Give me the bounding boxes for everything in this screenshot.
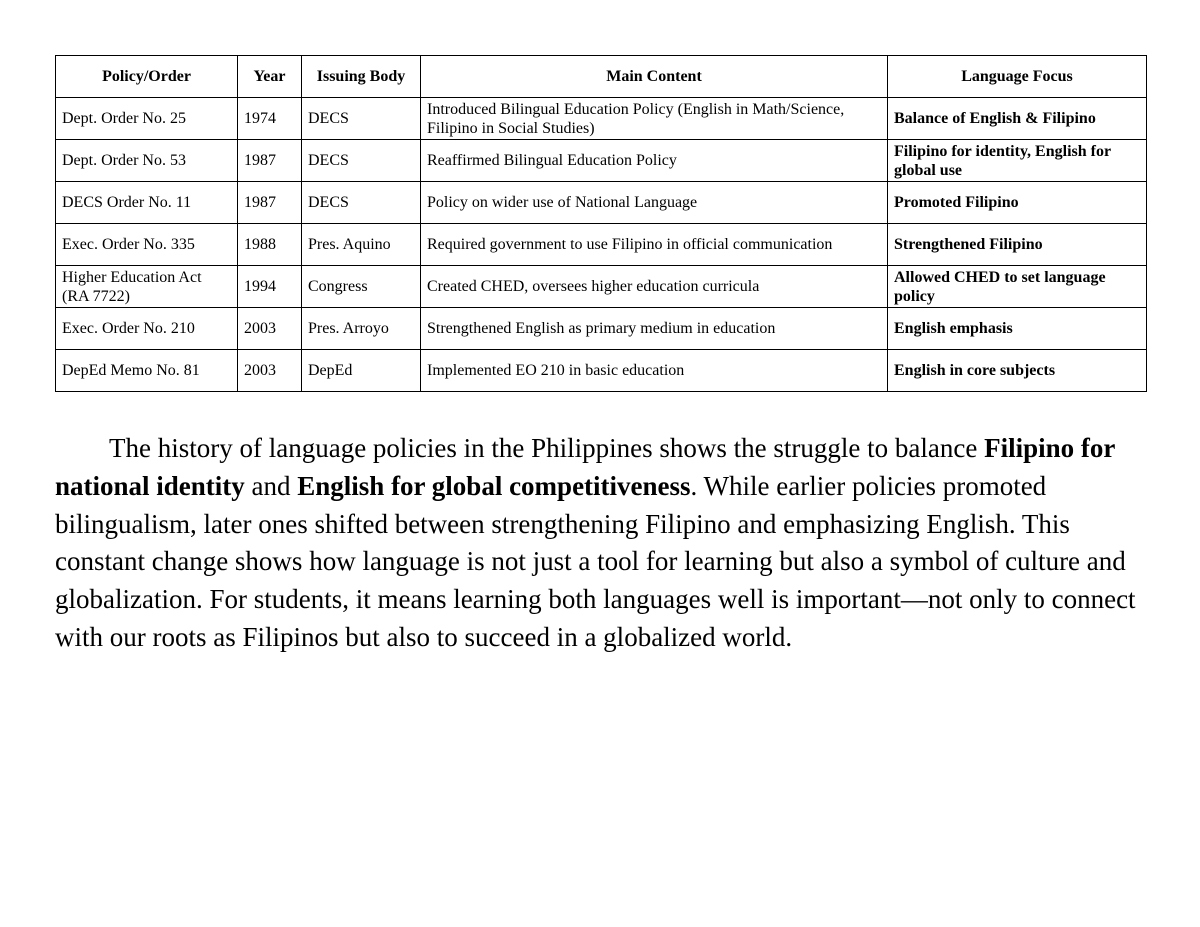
cell-year: 1987 — [238, 182, 302, 224]
cell-policy: Dept. Order No. 53 — [56, 140, 238, 182]
table-row — [56, 350, 1147, 392]
cell-language-focus: English in core subjects — [888, 350, 1147, 392]
table-row — [56, 98, 1147, 140]
header-issuing-body: Issuing Body — [302, 56, 421, 98]
cell-language-focus: Allowed CHED to set language policy — [888, 266, 1147, 308]
cell-year: 2003 — [238, 350, 302, 392]
paragraph-text: The history of language policies in the Philippines shows the struggle to balance — [109, 433, 985, 463]
cell-policy: Exec. Order No. 335 — [56, 224, 238, 266]
cell-policy: Exec. Order No. 210 — [56, 308, 238, 350]
cell-language-focus: Balance of English & Filipino — [888, 98, 1147, 140]
cell-language-focus: Strengthened Filipino — [888, 224, 1147, 266]
cell-language-focus: Filipino for identity, English for global use — [888, 140, 1147, 182]
table-row — [56, 182, 1147, 224]
cell-main-content: Reaffirmed Bilingual Education Policy — [421, 140, 888, 182]
cell-main-content: Strengthened English as primary medium in education — [421, 308, 888, 350]
cell-main-content: Created CHED, oversees higher education curricula — [421, 266, 888, 308]
header-policy: Policy/Order — [56, 56, 238, 98]
cell-year: 2003 — [238, 308, 302, 350]
cell-policy: Dept. Order No. 25 — [56, 98, 238, 140]
cell-issuing-body: DECS — [302, 98, 421, 140]
header-year: Year — [238, 56, 302, 98]
paragraph-bold-english: English for global competitiveness — [297, 470, 691, 501]
cell-issuing-body: DECS — [302, 140, 421, 182]
cell-policy: DepEd Memo No. 81 — [56, 350, 238, 392]
header-language-focus: Language Focus — [888, 56, 1147, 98]
table-row — [56, 140, 1147, 182]
table-header-row — [56, 56, 1147, 98]
paragraph-bold-filipino: Filipino for national identity — [55, 433, 1115, 501]
cell-issuing-body: Congress — [302, 266, 421, 308]
cell-issuing-body: Pres. Arroyo — [302, 308, 421, 350]
cell-year: 1994 — [238, 266, 302, 308]
cell-issuing-body: DECS — [302, 182, 421, 224]
header-main-content: Main Content — [421, 56, 888, 98]
cell-language-focus: Promoted Filipino — [888, 182, 1147, 224]
paragraph-text: . While earlier policies promoted bilingualism, later ones shifted between strengthening Filipino and emphasizing English. This constant change shows how language is not just a tool for learning but also a symbol of culture and globalization. For students, it means learning both languages well is important—not only to connect with our roots as Filipinos but also to succeed in a globalized world. — [55, 470, 1136, 652]
table-row — [56, 308, 1147, 350]
table-row — [56, 224, 1147, 266]
cell-main-content: Implemented EO 210 in basic education — [421, 350, 888, 392]
cell-issuing-body: Pres. Aquino — [302, 224, 421, 266]
cell-year: 1987 — [238, 140, 302, 182]
paragraph-text: and — [244, 470, 298, 501]
cell-year: 1974 — [238, 98, 302, 140]
language-policy-table — [55, 55, 1147, 392]
cell-language-focus: English emphasis — [888, 308, 1147, 350]
cell-issuing-body: DepEd — [302, 350, 421, 392]
cell-main-content: Policy on wider use of National Language — [421, 182, 888, 224]
summary-paragraph — [55, 430, 1150, 657]
cell-policy: DECS Order No. 11 — [56, 182, 238, 224]
cell-main-content: Introduced Bilingual Education Policy (English in Math/Science, Filipino in Social Studies) — [421, 98, 888, 140]
cell-main-content: Required government to use Filipino in official communication — [421, 224, 888, 266]
cell-year: 1988 — [238, 224, 302, 266]
cell-policy: Higher Education Act (RA 7722) — [56, 266, 238, 308]
table-row — [56, 266, 1147, 308]
